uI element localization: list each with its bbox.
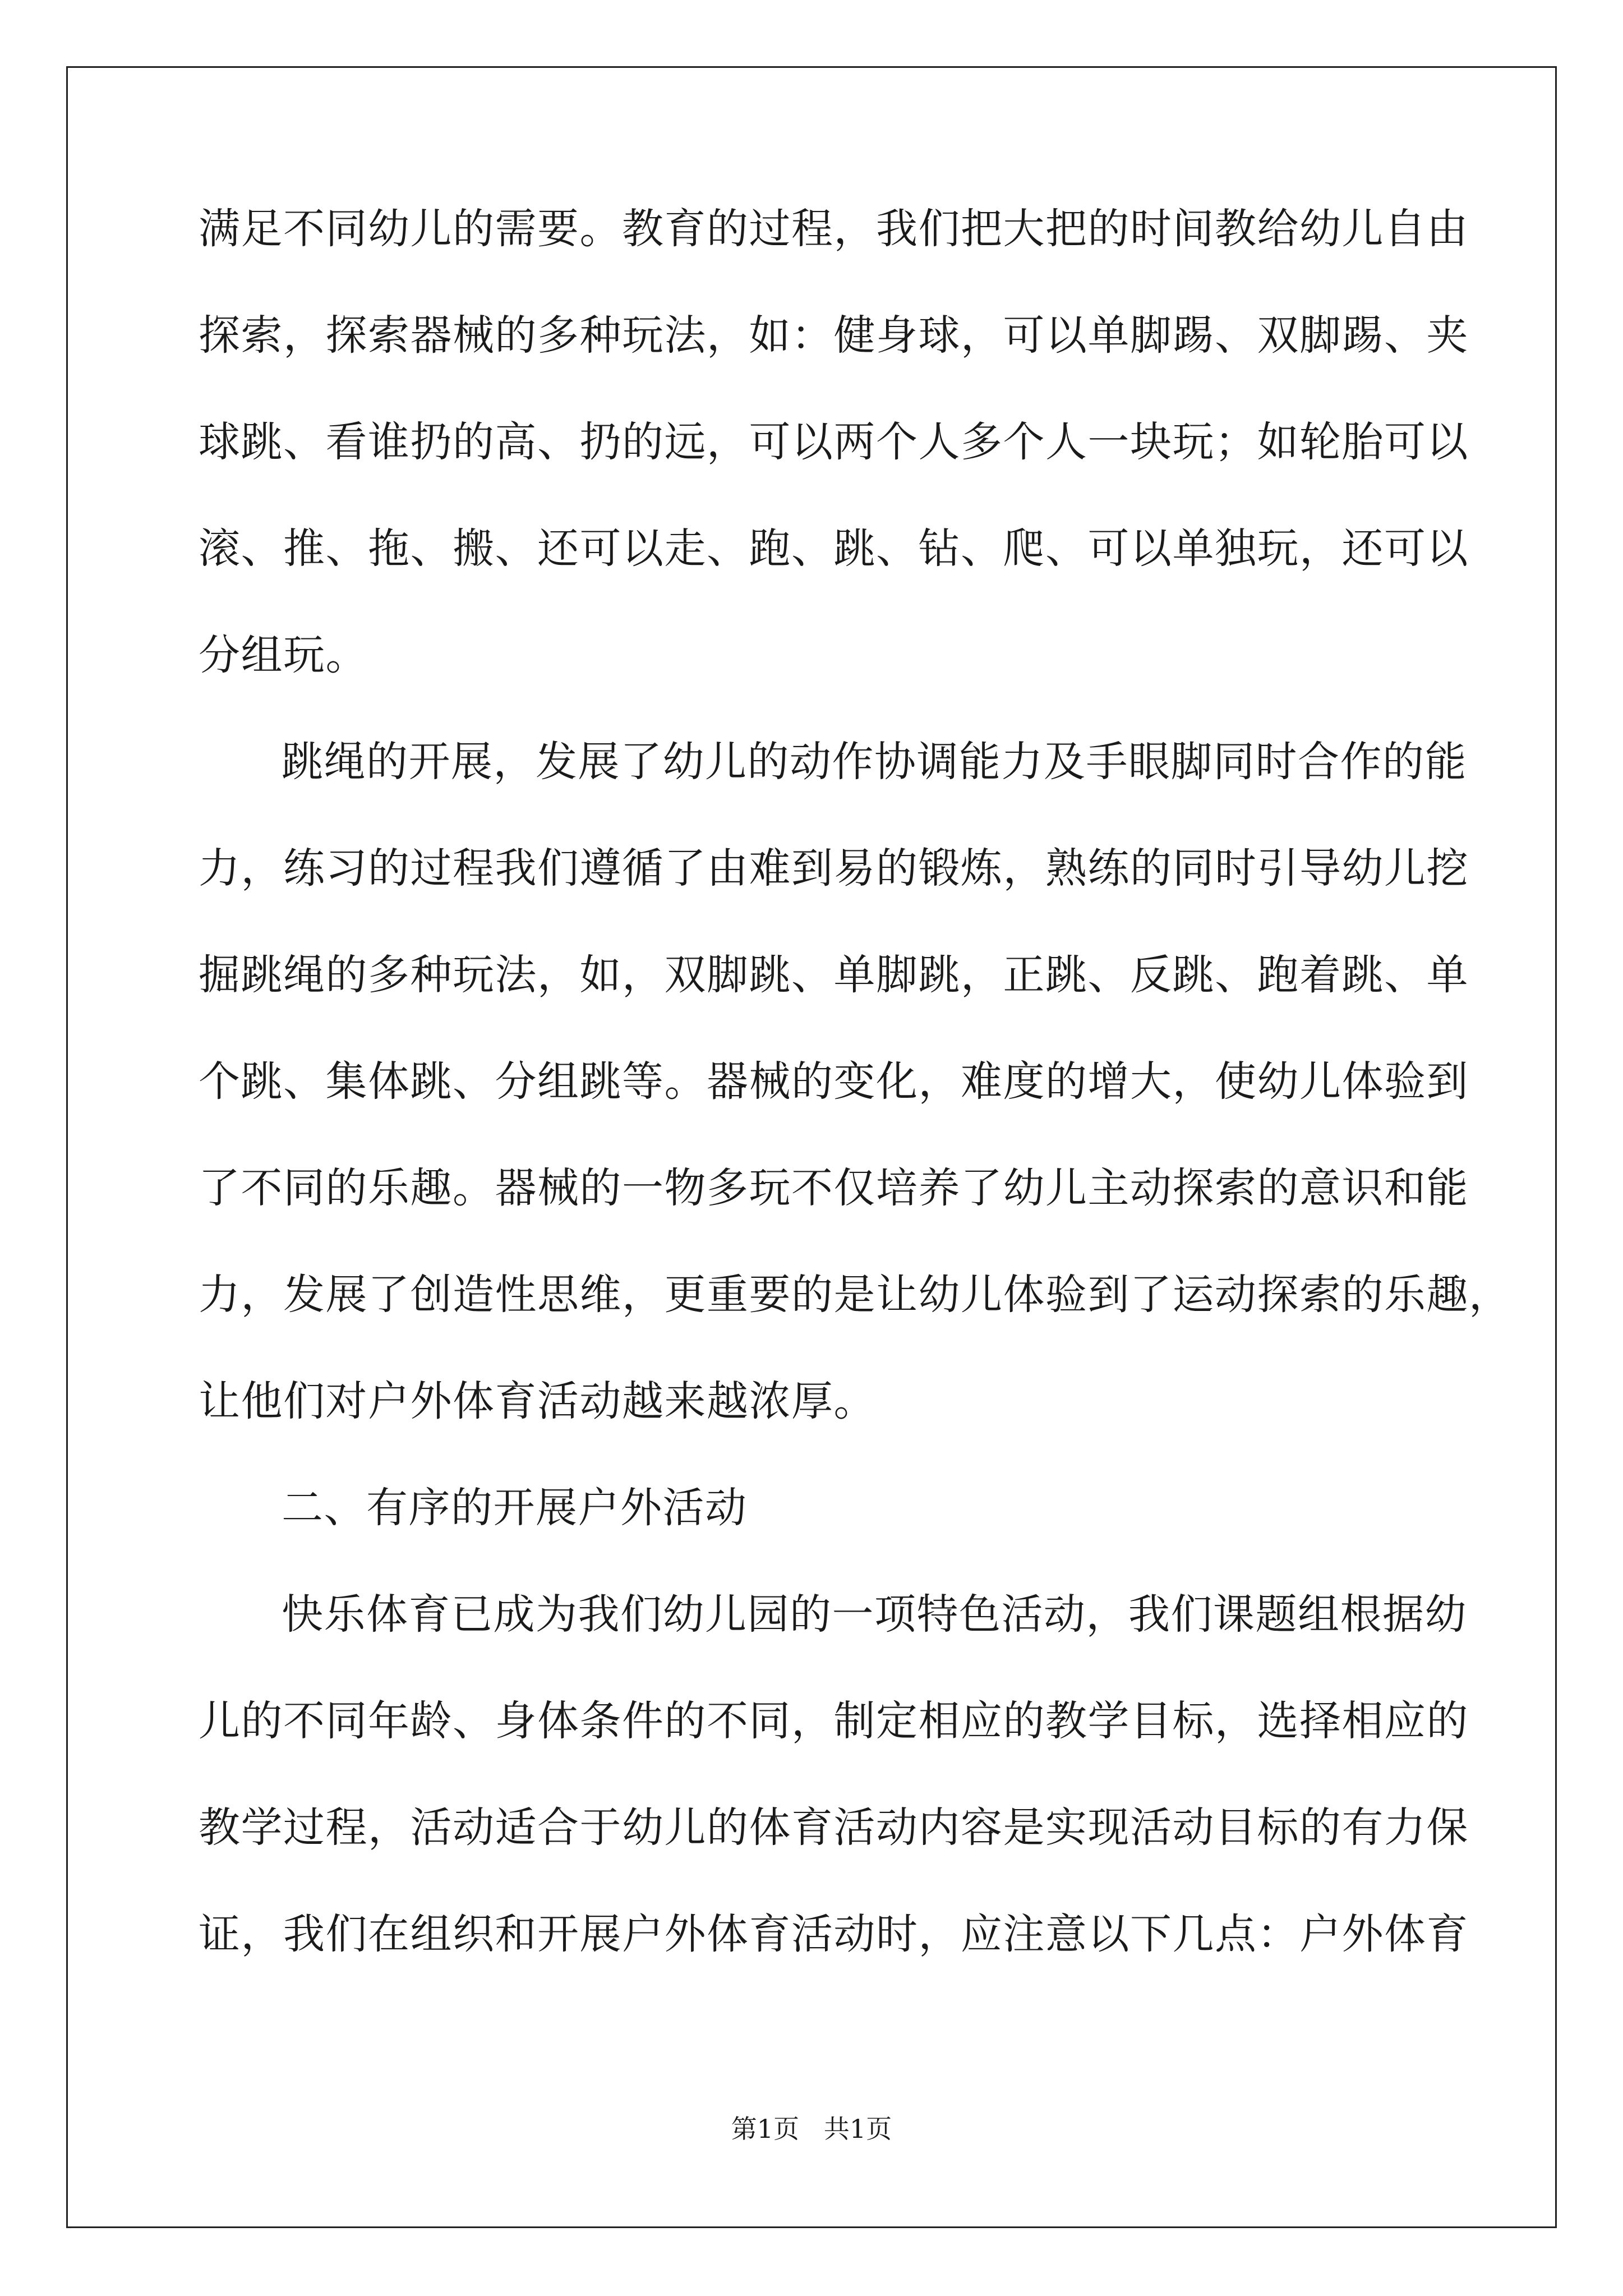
page-number-footer: 第1页 共1页: [731, 2114, 892, 2144]
text-line: 教学过程，活动适合于幼儿的体育活动内容是实现活动目标的有力保: [199, 1803, 1469, 1852]
text-line: 滚、推、拖、搬、还可以走、跑、跳、钻、爬、可以单独玩，还可以: [199, 524, 1469, 573]
text-line: 探索，探索器械的多种玩法，如：健身球，可以单脚踢、双脚踢、夹: [199, 311, 1469, 360]
text-line: 力，发展了创造性思维，更重要的是让幼儿体验到了运动探索的乐趣，: [199, 1271, 1511, 1319]
text-line: 证，我们在组织和开展户外体育活动时，应注意以下几点：户外体育: [199, 1910, 1469, 1958]
text-line: 分组玩。: [199, 631, 368, 679]
text-line: 力，练习的过程我们遵循了由难到易的锻炼，熟练的同时引导幼儿挖: [199, 844, 1469, 892]
paragraph-start-line: 跳绳的开展，发展了幼儿的动作协调能力及手眼脚同时合作的能: [282, 738, 1467, 786]
text-line: 球跳、看谁扔的高、扔的远，可以两个人多个人一块玩；如轮胎可以: [199, 418, 1469, 466]
paragraph-start-line: 快乐体育已成为我们幼儿园的一项特色活动，我们课题组根据幼: [282, 1590, 1467, 1639]
text-line: 满足不同幼儿的需要。教育的过程，我们把大把的时间教给幼儿自由: [199, 205, 1469, 253]
document-body: [199, 202, 1511, 2014]
text-line: 让他们对户外体育活动越来越浓厚。: [199, 1377, 876, 1425]
text-line: 了不同的乐趣。器械的一物多玩不仅培养了幼儿主动探索的意识和能: [199, 1164, 1469, 1212]
text-line: 儿的不同年龄、身体条件的不同，制定相应的教学目标，选择相应的: [199, 1697, 1469, 1745]
text-line: 掘跳绳的多种玩法，如，双脚跳、单脚跳，正跳、反跳、跑着跳、单: [199, 951, 1469, 999]
text-line: 个跳、集体跳、分组跳等。器械的变化，难度的增大，使幼儿体验到: [199, 1057, 1469, 1106]
section-heading: 二、有序的开展户外活动: [282, 1484, 748, 1532]
